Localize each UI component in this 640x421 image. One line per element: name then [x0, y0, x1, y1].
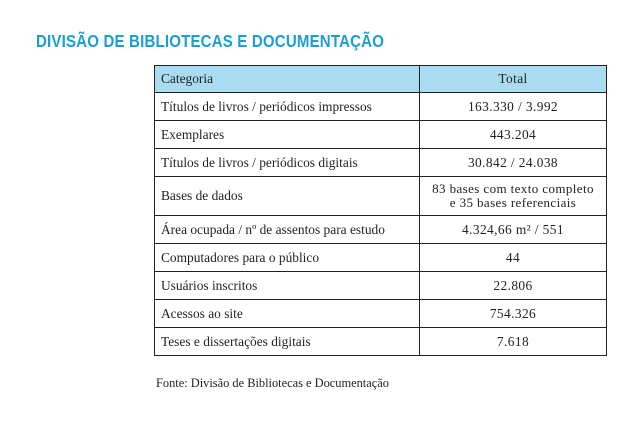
row-category: Área ocupada / nº de assentos para estudo — [155, 216, 420, 244]
row-category: Acessos ao site — [155, 300, 420, 328]
row-category: Títulos de livros / periódicos digitais — [155, 149, 420, 177]
table-row — [155, 244, 607, 272]
row-category: Exemplares — [155, 121, 420, 149]
table-row — [155, 93, 607, 121]
row-total — [420, 177, 607, 216]
row-category: Teses e dissertações digitais — [155, 328, 420, 356]
table-row — [155, 272, 607, 300]
row-total-line-2: e 35 bases referenciais — [449, 195, 577, 210]
row-category: Usuários inscritos — [155, 272, 420, 300]
table-row — [155, 121, 607, 149]
row-total: 4.324,66 m² / 551 — [420, 216, 607, 244]
row-total: 30.842 / 24.038 — [420, 149, 607, 177]
row-total: 44 — [420, 244, 607, 272]
column-header-category: Categoria — [155, 66, 420, 93]
row-total-line-1: 83 bases com texto completo — [432, 181, 594, 196]
source-note: Fonte: Divisão de Bibliotecas e Documentação — [156, 376, 389, 390]
table-row — [155, 300, 607, 328]
page-title: DIVISÃO DE BIBLIOTECAS E DOCUMENTAÇÃO — [36, 31, 385, 51]
row-category: Títulos de livros / periódicos impressos — [155, 93, 420, 121]
row-total: 163.330 / 3.992 — [420, 93, 607, 121]
row-category: Bases de dados — [155, 177, 420, 216]
table-row — [155, 216, 607, 244]
table-row — [155, 149, 607, 177]
table-header-row — [155, 66, 607, 93]
row-total: 443.204 — [420, 121, 607, 149]
row-category: Computadores para o público — [155, 244, 420, 272]
row-total: 22.806 — [420, 272, 607, 300]
table-row — [155, 328, 607, 356]
library-stats-table — [154, 65, 607, 356]
row-total: 7.618 — [420, 328, 607, 356]
row-total: 754.326 — [420, 300, 607, 328]
column-header-total: Total — [420, 66, 607, 93]
table-row — [155, 177, 607, 216]
